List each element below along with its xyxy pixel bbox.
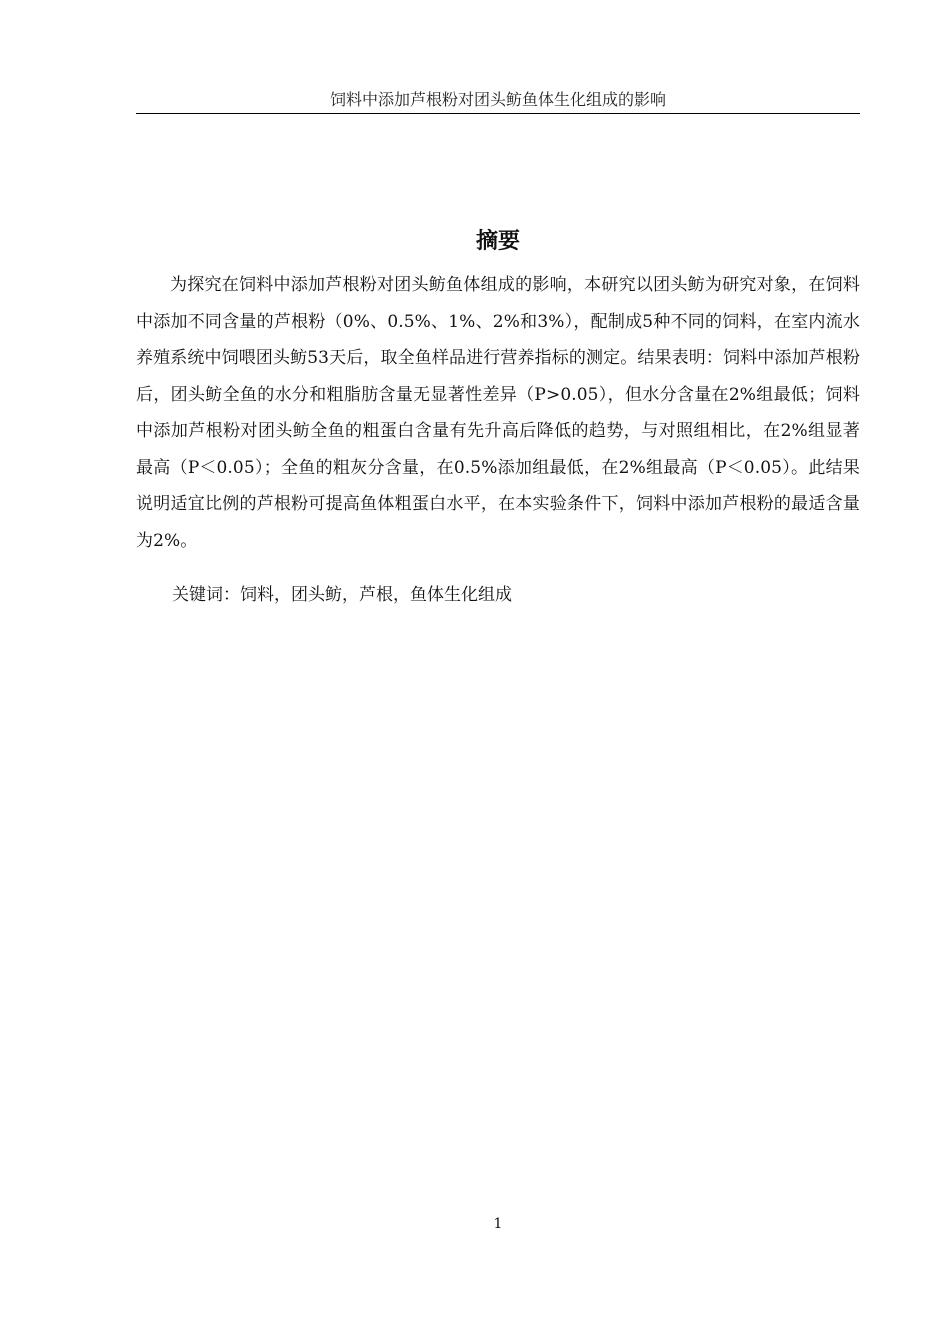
keywords-line: 关键词：饲料，团头鲂，芦根，鱼体生化组成 — [172, 585, 512, 605]
abstract-paragraph: 为探究在饲料中添加芦根粉对团头鲂鱼体组成的影响，本研究以团头鲂为研究对象，在饲料中添加不同含量的芦根粉（0%、0.5%、1%、2%和3%），配制成5种不同的饲料，在室内流水养殖系统中饲喂团头鲂53天后，取全鱼样品进行营养指标的测定。结果表明：饲料中添加芦根粉后，团头鲂全鱼的水分和粗脂肪含量无显著性差异（P>0.05），但水分含量在2%组最低；饲料中添加芦根粉对团头鲂全鱼的粗蛋白含量有先升高后降低的趋势，与对照组相比，在2%组显著最高（P＜0.05）；全鱼的粗灰分含量，在0.5%添加组最低，在2%组最高（P＜0.05）。此结果说明适宜比例的芦根粉可提高鱼体粗蛋白水平，在本实验条件下，饲料中添加芦根粉的最适含量为2%。 — [136, 275, 860, 551]
abstract-heading: 摘要 — [475, 229, 520, 254]
header-divider — [136, 113, 860, 114]
page-number: 1 — [493, 1216, 503, 1232]
running-header-title: 饲料中添加芦根粉对团头鲂鱼体生化组成的影响 — [329, 90, 666, 109]
